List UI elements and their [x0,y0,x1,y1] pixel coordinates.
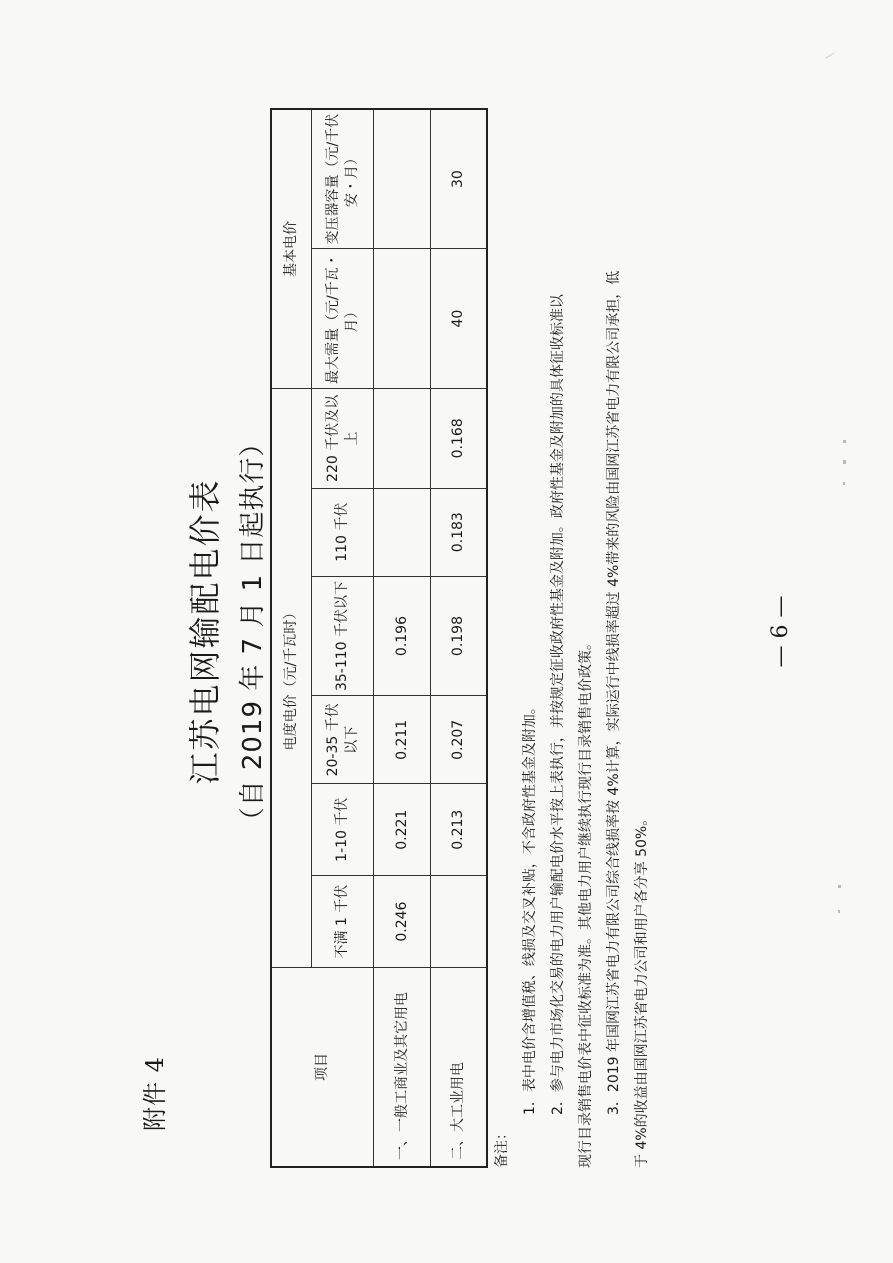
header-max-demand: 最大需量（元/千瓦・月） [311,249,374,389]
attachment-label: 附件 4 [141,1056,169,1131]
table-cell [374,249,431,389]
table-cell: 0.168 [430,388,487,488]
table-cell: 0.211 [374,696,431,784]
table-cell: 30 [430,109,487,249]
scan-speck [843,440,846,443]
table-cell [374,488,431,576]
header-voltage: 20-35 千伏以下 [311,696,374,784]
header-voltage: 不满 1 千伏 [311,876,374,968]
header-transformer-capacity: 变压器容量（元/千伏安・月） [311,109,374,249]
table-row [430,109,487,1167]
header-voltage: 35-110 千伏以下 [311,576,374,696]
scan-speck [843,460,846,464]
note-line: 1．表中电价含增值税、线损及交叉补贴，不含政府性基金及附加。 [522,700,538,1115]
note-line: 2．参与电力市场化交易的电力用户输配电价水平按上表执行，并按规定征收政府性基金及附加。政府性基金及附加的具体征收标准以 [550,294,566,1115]
table-cell: 0.207 [430,696,487,784]
scan-speck [838,885,841,888]
scan-speck [843,482,845,485]
table-cell: 0.198 [430,576,487,696]
table-cell [374,109,431,249]
row-label: 一、一般工商业及其它用电 [374,967,431,1167]
table-cell [430,876,487,968]
table-cell: 0.213 [430,784,487,876]
header-voltage: 220 千伏及以上 [311,388,374,488]
document-title: 江苏电网输配电价表 [186,478,224,785]
header-energy-price: 电度电价（元/千瓦时） [271,388,311,967]
note-line: 3．2019 年国网江苏省电力有限公司综合线损率按 4%计算，实际运行中线损率超过 4%带来的风险由国网江苏省电力有限公司承担，低 [606,270,622,1115]
document-subtitle: （自 2019 年 7 月 1 日起执行） [238,429,268,834]
scan-speck [838,910,840,913]
table-cell [374,388,431,488]
row-label: 二、大工业用电 [430,967,487,1167]
table-cell: 0.246 [374,876,431,968]
table-row [374,109,431,1167]
note-line: 于 4%的收益由国网江苏省电力公司和用户各分享 50%。 [634,811,650,1168]
table-cell: 0.196 [374,576,431,696]
page-number: — 6 — [768,595,793,668]
notes-heading: 备注： [494,1126,510,1168]
note-line: 现行目录销售电价表中征收标准为准。其他电力用户继续执行现行目录销售电价政策。 [578,636,594,1168]
price-table [270,108,488,1168]
table-cell: 0.221 [374,784,431,876]
header-voltage: 110 千伏 [311,488,374,576]
header-voltage: 1-10 千伏 [311,784,374,876]
header-basic-price: 基本电价 [271,109,311,388]
header-item: 项目 [271,967,374,1167]
table-cell: 40 [430,249,487,389]
table-cell: 0.183 [430,488,487,576]
